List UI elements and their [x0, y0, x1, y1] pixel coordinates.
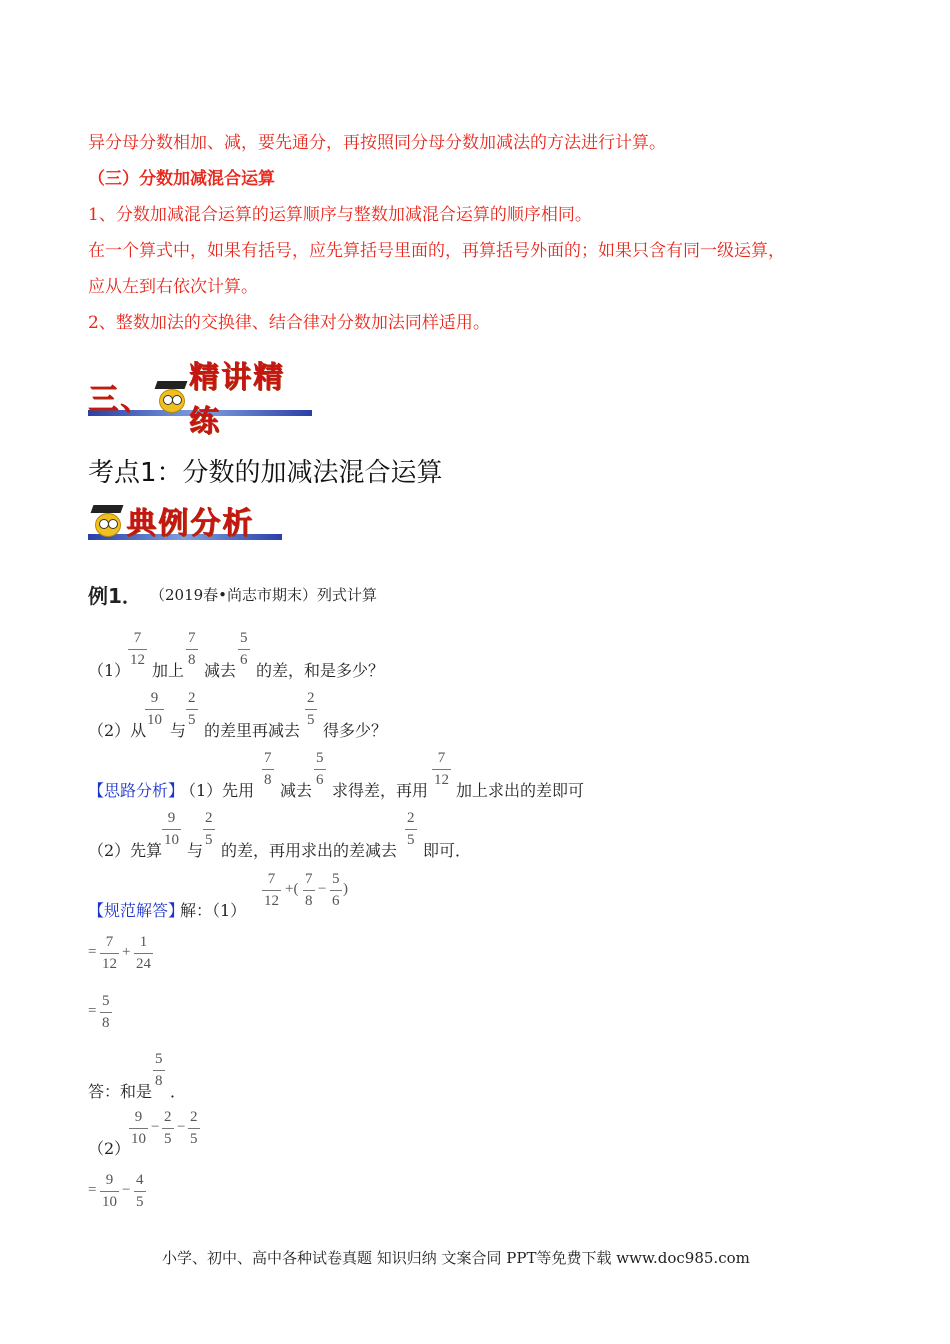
plus-sign: + — [122, 944, 131, 960]
fraction: $\frac{1}{24}$ — [136, 934, 151, 972]
equals-sign: = — [88, 1182, 97, 1198]
rule-1: 1、分数加减混合运算的运算顺序与整数加减混合运算的顺序相同。 — [88, 205, 592, 225]
minus-sign: − — [318, 881, 327, 897]
fraction: $\frac{9}{10}$ — [102, 1172, 117, 1210]
analysis-text: （2）先算 — [88, 841, 163, 860]
solution-text: 解：（1） — [180, 901, 247, 920]
banner-prefix: 三、 — [88, 382, 152, 417]
question-2-text: 与 — [170, 721, 187, 740]
section-banner-examples — [88, 500, 282, 540]
equals-sign: = — [88, 944, 97, 960]
question-2-text: 得多少？ — [323, 721, 388, 740]
section-heading: （三）分数加减混合运算 — [88, 169, 275, 189]
fraction: $\frac{5}{6}$ — [316, 750, 324, 788]
question-2-prefix: （2）从 — [88, 721, 147, 740]
fraction: $\frac{9}{10}$ — [131, 1109, 146, 1147]
solution-tag: 【规范解答】 — [88, 901, 185, 920]
fraction: $\frac{2}{5}$ — [164, 1109, 172, 1147]
fraction: $\frac{7}{12}$ — [102, 934, 117, 972]
fraction: $\frac{2}{5}$ — [188, 690, 196, 728]
analysis-text: 减去 — [280, 781, 313, 800]
fraction: $\frac{7}{8}$ — [188, 630, 196, 668]
fraction: $\frac{5}{6}$ — [332, 871, 340, 909]
analysis-text: 即可． — [423, 841, 472, 860]
fraction: $\frac{7}{8}$ — [264, 750, 272, 788]
part-2-label: （2） — [88, 1139, 131, 1158]
answer-text: 答：和是 — [88, 1082, 153, 1101]
question-2-text: 的差里再减去 — [204, 721, 301, 740]
equals-sign: = — [88, 1003, 97, 1019]
plus-sign: +( — [285, 881, 299, 897]
analysis-text: 与 — [187, 841, 204, 860]
intro-line: 异分母分数相加、减，要先通分，再按照同分母分数加减法的方法进行计算。 — [88, 133, 666, 153]
fraction: $\frac{7}{12}$ — [130, 630, 145, 668]
question-1-text: 的差，和是多少？ — [256, 661, 385, 680]
question-1-text: 减去 — [204, 661, 237, 680]
fraction: $\frac{7}{12}$ — [434, 750, 449, 788]
analysis-text: 的差，再用求出的差减去 — [221, 841, 398, 860]
owl-mascot-icon — [92, 503, 122, 537]
section-banner-lecture — [88, 360, 312, 439]
minus-sign: − — [151, 1119, 160, 1135]
fraction: $\frac{5}{8}$ — [102, 993, 110, 1031]
rule-1-detail-2: 应从左到右依次计算。 — [88, 277, 258, 297]
fraction: $\frac{2}{5}$ — [190, 1109, 198, 1147]
page-footer: 小学、初中、高中各种试卷真题 知识归纳 文案合同 PPT等免费下载 www.doc985.com — [162, 1249, 750, 1267]
question-1-text: 加上 — [152, 661, 185, 680]
fraction: $\frac{5}{6}$ — [240, 630, 248, 668]
question-1-prefix: （1） — [88, 661, 131, 680]
example-source: （2019春•尚志市期末）列式计算 — [150, 586, 378, 604]
analysis-text: 求得差，再用 — [332, 781, 429, 800]
close-paren: ) — [343, 881, 348, 897]
minus-sign: − — [177, 1119, 186, 1135]
fraction: $\frac{5}{8}$ — [155, 1051, 163, 1089]
fraction: $\frac{2}{5}$ — [407, 810, 415, 848]
owl-mascot-icon — [156, 379, 185, 413]
fraction: $\frac{4}{5}$ — [136, 1172, 144, 1210]
rule-2: 2、整数加法的交换律、结合律对分数加法同样适用。 — [88, 313, 490, 333]
fraction: $\frac{9}{10}$ — [164, 810, 179, 848]
fraction: $\frac{2}{5}$ — [205, 810, 213, 848]
banner-title: 精讲精练 — [188, 360, 285, 439]
example-label: 例1． — [88, 584, 142, 608]
fraction: $\frac{7}{12}$ — [264, 871, 279, 909]
analysis-text: （1）先用 — [180, 781, 255, 800]
topic-heading: 考点1：分数的加减法混合运算 — [88, 458, 443, 488]
answer-text: ． — [170, 1082, 187, 1101]
fraction: $\frac{7}{8}$ — [305, 871, 313, 909]
minus-sign: − — [122, 1182, 131, 1198]
rule-1-detail: 在一个算式中，如果有括号，应先算括号里面的，再算括号外面的；如果只含有同一级运算， — [88, 241, 785, 261]
analysis-text: 加上求出的差即可 — [456, 781, 585, 800]
analysis-tag: 【思路分析】 — [88, 781, 185, 800]
fraction: $\frac{9}{10}$ — [147, 690, 162, 728]
fraction: $\frac{2}{5}$ — [307, 690, 315, 728]
banner-title: 典例分析 — [126, 506, 254, 541]
